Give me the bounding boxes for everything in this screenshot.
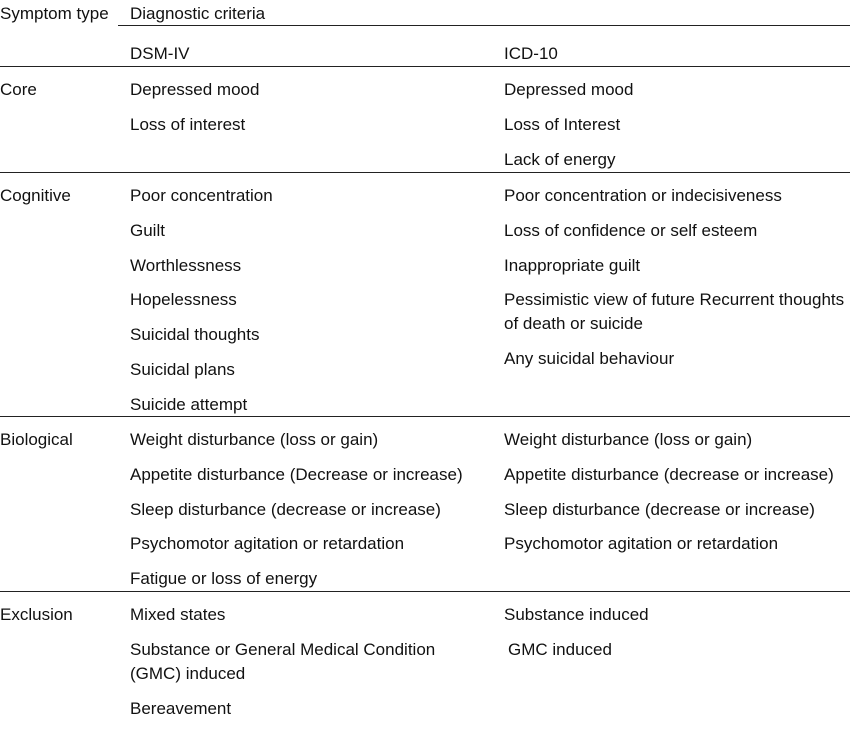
dsm-item: Poor concentration <box>130 186 273 205</box>
section-label: Core <box>0 80 37 99</box>
icd-column <box>504 603 850 673</box>
icd-item: Inappropriate guilt <box>504 255 641 275</box>
icd-item: Weight disturbance (loss or gain) <box>504 430 753 449</box>
dsm-item: Appetite disturbance (Decrease or increase) <box>130 464 463 484</box>
icd-item: Loss of Interest <box>504 114 621 134</box>
section-rule <box>0 416 850 417</box>
icd-item: Poor concentration or indecisiveness <box>504 186 782 205</box>
icd-item: Any suicidal behaviour <box>504 349 675 369</box>
section-label: Cognitive <box>0 186 71 205</box>
icd-item: Psychomotor agitation or retardation <box>504 534 779 554</box>
header-icd: ICD-10 <box>504 44 558 63</box>
dsm-column <box>130 428 490 602</box>
header-rule <box>118 25 850 26</box>
dsm-item: Guilt <box>130 220 165 240</box>
section-label: Exclusion <box>0 605 73 624</box>
dsm-item: Mixed states <box>130 605 226 624</box>
dsm-item: Suicide attempt <box>130 394 248 414</box>
dsm-item: Bereavement <box>130 698 232 718</box>
dsm-item: Suicidal plans <box>130 359 235 379</box>
icd-item: Depressed mood <box>504 80 634 99</box>
section-label: Biological <box>0 430 73 449</box>
icd-item: Loss of confidence or self esteem <box>504 220 758 240</box>
dsm-item: Sleep disturbance (decrease or increase) <box>130 499 441 519</box>
section-rule <box>0 172 850 173</box>
icd-item: GMC induced <box>508 639 612 659</box>
dsm-item: Loss of interest <box>130 114 246 134</box>
dsm-item: Substance or General Medical Condition (GMC) induced <box>130 639 436 683</box>
dsm-item: Depressed mood <box>130 80 260 99</box>
header-diagnostic-criteria: Diagnostic criteria <box>130 4 266 23</box>
icd-column <box>504 428 850 567</box>
icd-item: Lack of energy <box>504 149 616 169</box>
icd-column <box>504 184 850 382</box>
dsm-column <box>130 603 490 731</box>
dsm-column <box>130 78 490 148</box>
header-symptom-type: Symptom type <box>0 4 109 23</box>
dsm-item: Fatigue or loss of energy <box>130 569 318 589</box>
dsm-item: Hopelessness <box>130 290 237 310</box>
dsm-item: Psychomotor agitation or retardation <box>130 534 405 554</box>
section-rule <box>0 591 850 592</box>
header-dsm: DSM-IV <box>130 44 190 63</box>
icd-column <box>504 78 850 182</box>
dsm-item: Suicidal thoughts <box>130 325 260 345</box>
icd-item: Pessimistic view of future Recurrent thoughts of death or suicide <box>504 290 845 334</box>
icd-item: Appetite disturbance (decrease or increase) <box>504 464 834 484</box>
icd-item: Substance induced <box>504 605 649 624</box>
dsm-column <box>130 184 490 428</box>
dsm-item: Weight disturbance (loss or gain) <box>130 430 379 449</box>
dsm-item: Worthlessness <box>130 255 242 275</box>
icd-item: Sleep disturbance (decrease or increase) <box>504 499 815 519</box>
subheader-rule <box>0 66 850 67</box>
